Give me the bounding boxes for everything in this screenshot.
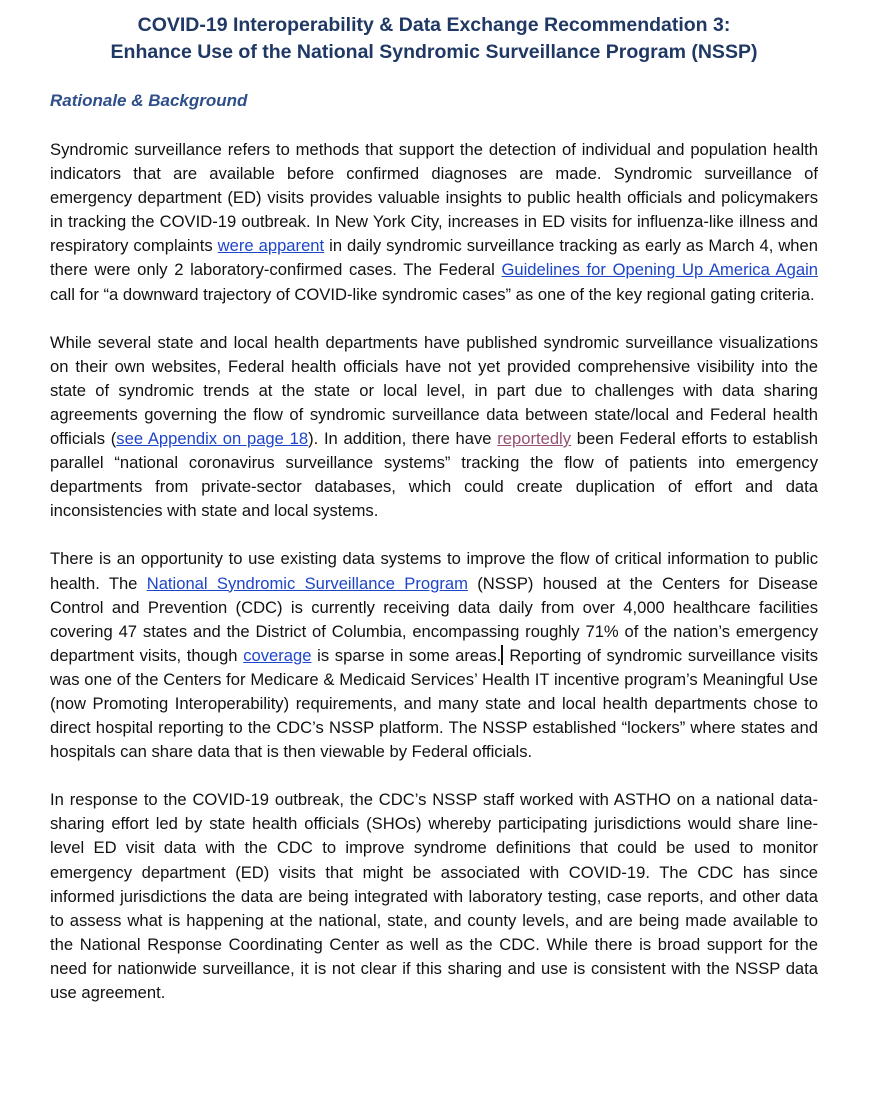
document-page xyxy=(50,12,818,1005)
paragraph-4-text: In response to the COVID-19 outbreak, the CDC’s NSSP staff worked with ASTHO on a national data-sharing effort led by state health officials (SHOs) whereby participating jurisdictions would share line-level ED visit data with the CDC to improve syndrome definitions that could be used to monitor emergency department (ED) visits that might be associated with COVID-19. The CDC has since informed jurisdictions the data are being integrated with laboratory testing, case reports, and other data to assess what is happening at the national, state, and county levels, and are being made available to the National Response Coordinating Center as well as the CDC. While there is broad support for the need for nationwide surveillance, it is not clear if this sharing and use is consistent with the NSSP data use agreement. xyxy=(50,790,818,1002)
text-cursor xyxy=(501,645,503,665)
coverage-link[interactable]: coverage xyxy=(243,645,312,665)
were-apparent-link[interactable]: were apparent xyxy=(217,236,325,256)
paragraph-1-text-c: call for “a downward trajectory of COVID-like syndromic cases” as one of the key regional gating criteria. xyxy=(50,284,815,304)
appendix-link[interactable]: see Appendix on page 18 xyxy=(116,429,309,449)
paragraph-3-text-b: (NSSP) housed at the Centers for Disease Control and Prevention (CDC) is currently receiving data daily from over 4,000 healthcare facilities covering 47 states and the District of Columbia, encompassing roughly 71% of the nation’s emergency department visits, though xyxy=(50,573,818,665)
paragraph-4 xyxy=(50,788,818,1005)
paragraph-3-text-a: There is an opportunity to use existing data systems to improve the flow of critical information to public health. The xyxy=(50,549,818,593)
paragraph-1-text-b: in daily syndromic surveillance tracking as early as March 4, when there were only 2 laboratory-confirmed cases. The Federal xyxy=(50,236,818,280)
paragraph-2 xyxy=(50,331,818,524)
paragraph-2-text-b: ). In addition, there have xyxy=(308,429,498,449)
title-line-2: Enhance Use of the National Syndromic Surveillance Program (NSSP) xyxy=(110,41,758,63)
reportedly-link[interactable]: reportedly xyxy=(497,429,572,449)
paragraph-3 xyxy=(50,547,818,764)
nssp-link[interactable]: National Syndromic Surveillance Program xyxy=(146,573,468,593)
paragraph-1-text-a: Syndromic surveillance refers to methods that support the detection of individual and population health indicators that are available before confirmed diagnoses are made. Syndromic surveillance of emergency department (ED) visits provides valuable insights to public health officials and policymakers in tracking the COVID-19 outbreak. In New York City, increases in ED visits for influenza-like illness and respiratory complaints xyxy=(50,140,818,256)
section-heading: Rationale & Background xyxy=(50,91,248,110)
paragraph-3-text-d: Reporting of syndromic surveillance visits was one of the Centers for Medicare & Medicaid Services’ Health IT incentive program’s Meaningful Use (now Promoting Interoperability) requirements, and many state and local health departments chose to direct hospital reporting to the CDC’s NSSP platform. The NSSP established “lockers” where states and hospitals can share data that is then viewable by Federal officials. xyxy=(50,645,818,762)
paragraph-3-text-c: is sparse in some areas. xyxy=(311,645,502,665)
document-title xyxy=(50,12,818,66)
paragraph-2-text-c: been Federal efforts to establish parallel “national coronavirus surveillance systems” tracking the flow of patients into emergency departments from private-sector databases, which could create duplication of effort and data inconsistencies with state and local systems. xyxy=(50,429,819,521)
paragraph-2-text-a: While several state and local health departments have published syndromic surveillance visualizations on their own websites, Federal health officials have not yet provided comprehensive visibility into the state of syndromic trends at the state or local level, in part due to challenges with data sharing agreements governing the flow of syndromic surveillance data between state/local and Federal health officials ( xyxy=(50,332,818,449)
guidelines-link[interactable]: Guidelines for Opening Up America Again xyxy=(501,260,818,280)
title-line-1: COVID-19 Interoperability & Data Exchange Recommendation 3: xyxy=(137,14,731,36)
paragraph-1 xyxy=(50,138,818,307)
